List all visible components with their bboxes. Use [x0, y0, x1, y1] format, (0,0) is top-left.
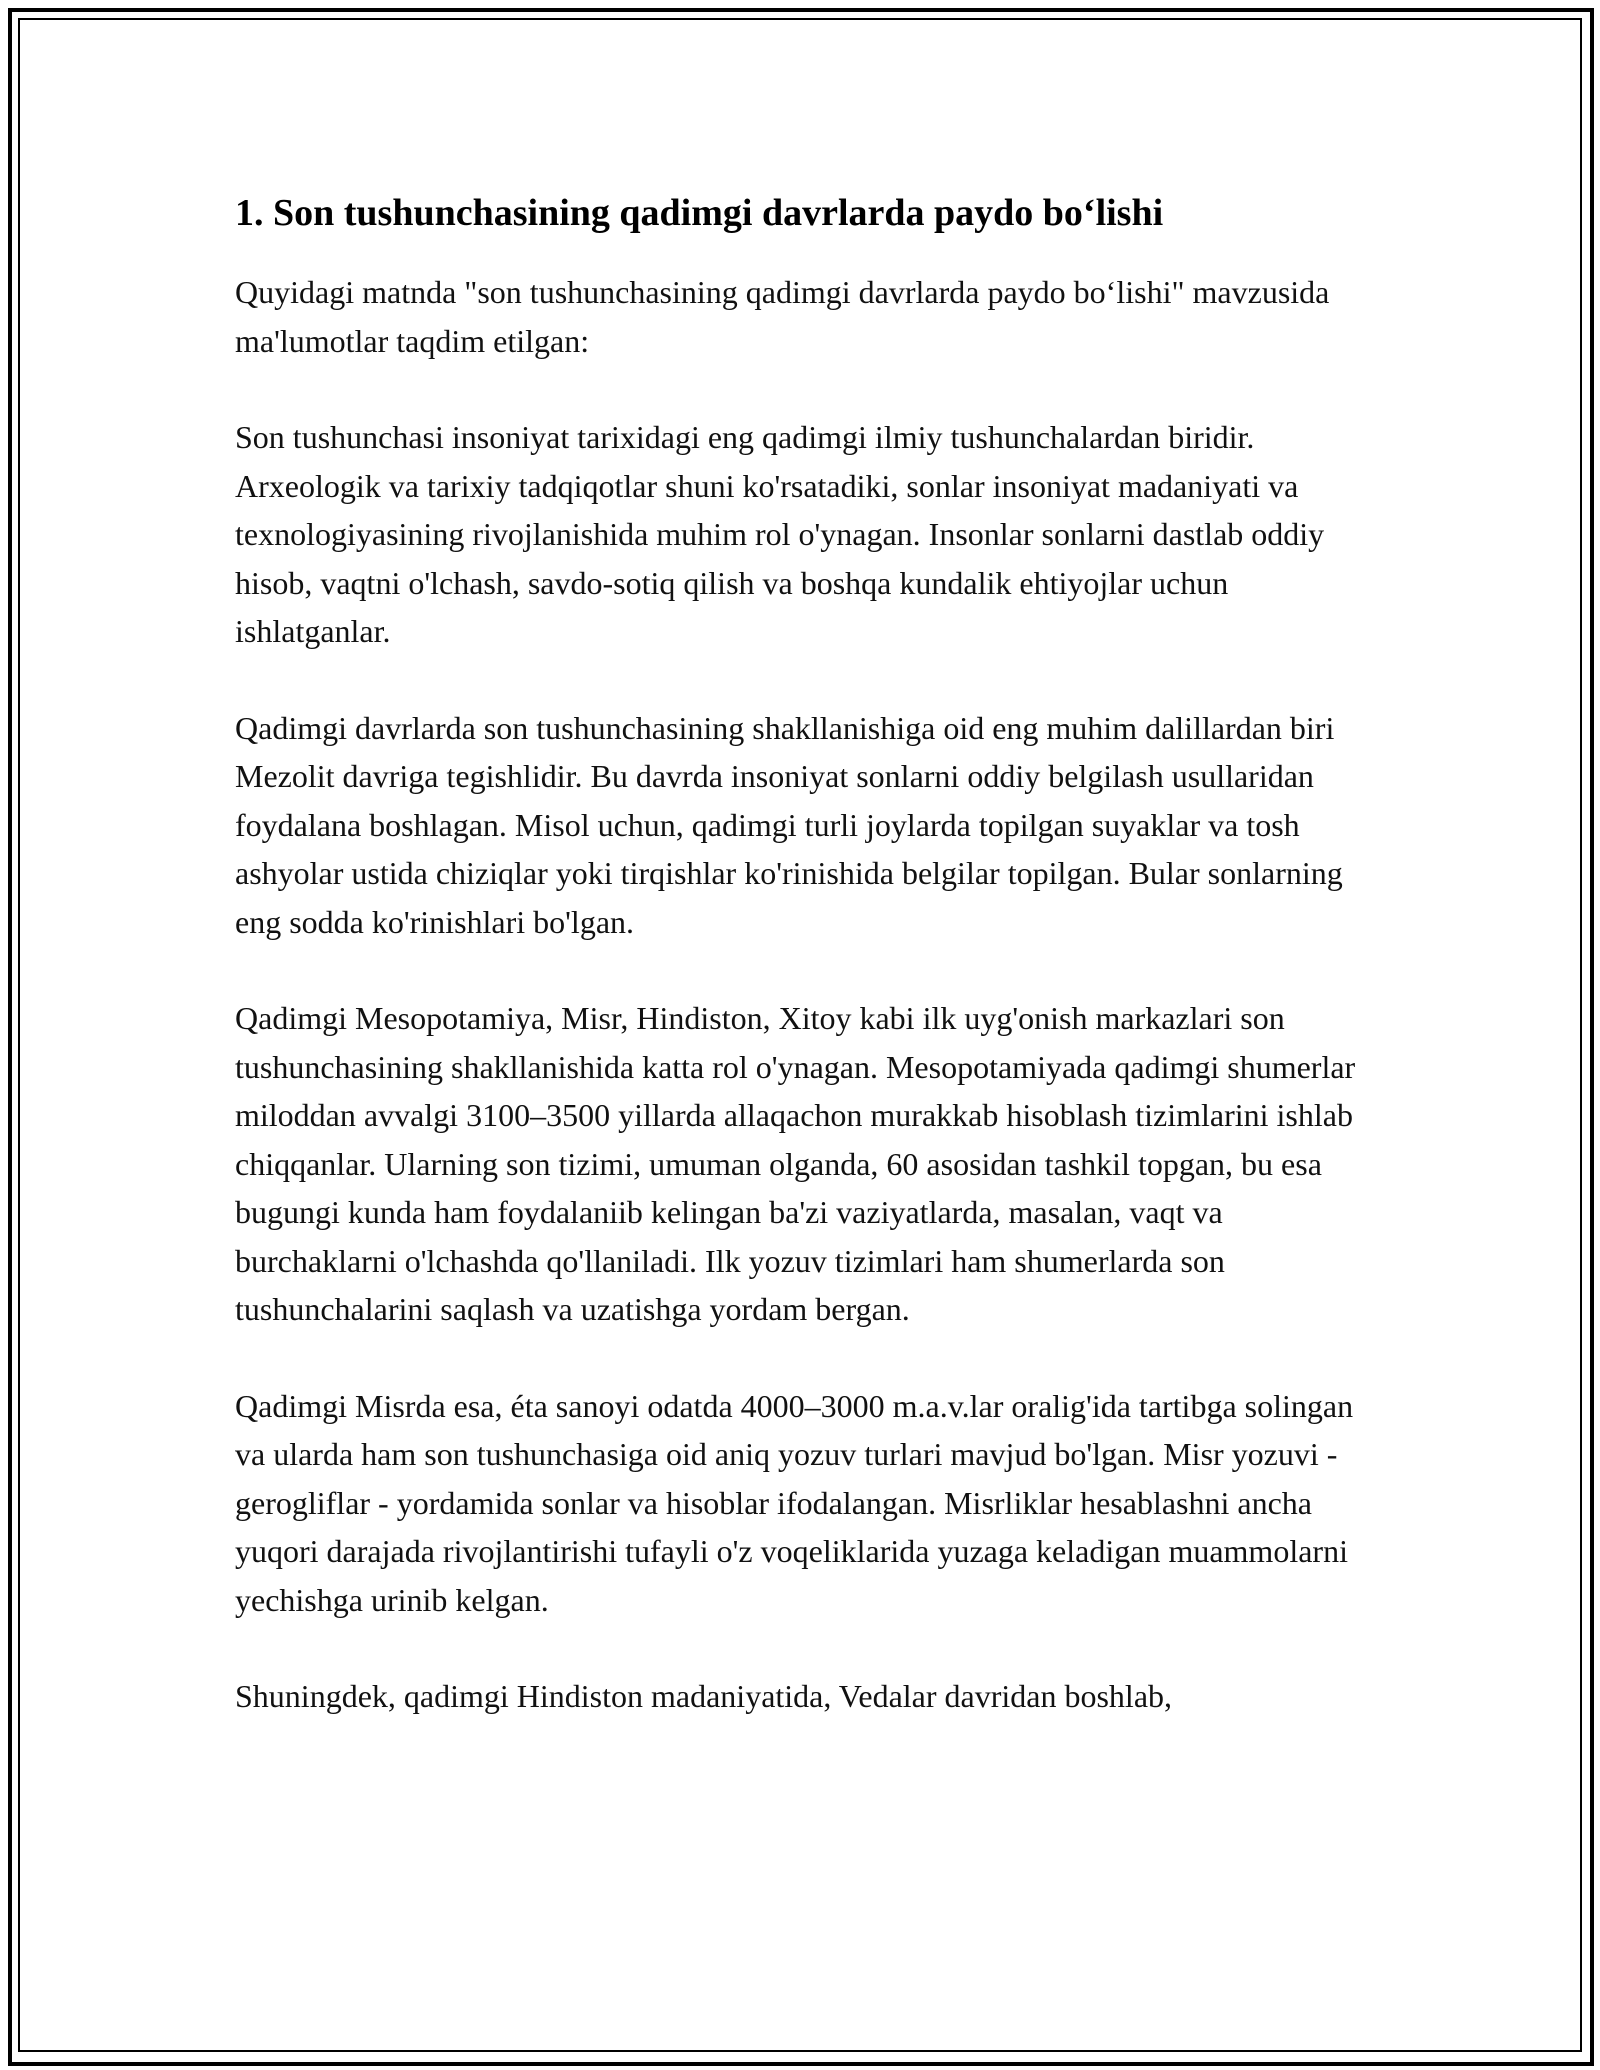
intro-paragraph: Quyidagi matnda "son tushunchasining qadimgi davrlarda paydo bo‘lishi" mavzusida ma'lumotlar taqdim etilgan:	[235, 274, 1330, 359]
document-body	[235, 188, 1375, 1769]
paragraph-india: Shuningdek, qadimgi Hindiston madaniyatida, Vedalar davridan boshlab,	[235, 1678, 1173, 1714]
paragraph-concept-origin: Son tushunchasi insoniyat tarixidagi eng qadimgi ilmiy tushunchalardan biridir. Arxeologik va tarixiy tadqiqotlar shuni ko'rsatadiki, sonlar insoniyat madaniyati va texnologiyasining rivojlanishida muhim rol o'ynagan. Insonlar sonlarni dastlab oddiy hisob, vaqtni o'lchash, savdo-sotiq qilish va boshqa kundalik ehtiyojlar uchun ishlatganlar.	[235, 419, 1325, 649]
section-heading: 1. Son tushunchasining qadimgi davrlarda paydo bo‘lishi	[235, 192, 1164, 234]
paragraph-mesolithic: Qadimgi davrlarda son tushunchasining shakllanishiga oid eng muhim dalillardan biri Mezolit davriga tegishlidir. Bu davrda insoniyat sonlarni oddiy belgilash usullaridan foydalana boshlagan. Misol uchun, qadimgi turli joylarda topilgan suyaklar va tosh ashyolar ustida chiziqlar yoki tirqishlar ko'rinishida belgilar topilgan. Bular sonlarning eng sodda ko'rinishlari bo'lgan.	[235, 709, 1343, 940]
paragraph-mesopotamia: Qadimgi Mesopotamiya, Misr, Hindiston, Xitoy kabi ilk uyg'onish markazlari son tushunchasining shakllanishida katta rol o'ynagan. Mesopotamiyada qadimgi shumerlar miloddan avvalgi 3100–3500 yillarda allaqachon murakkab hisoblash tizimlarini ishlab chiqqanlar. Ularning son tizimi, umuman olganda, 60 asosidan tashkil topgan, bu esa bugungi kunda ham foydalaniib kelingan ba'zi vaziyatlarda, masalan, vaqt va burchaklarni o'lchashda qo'llaniladi. Ilk yozuv tizimlari ham shumerlarda son tushunchalarini saqlash va uzatishga yordam bergan.	[235, 1000, 1356, 1327]
paragraph-egypt: Qadimgi Misrda esa, éta sanoyi odatda 4000–3000 m.a.v.lar oralig'ida tartibga solingan va ularda ham son tushunchasiga oid aniq yozuv turlari mavjud bo'lgan. Misr yozuvi - gerogliflar - yordamida sonlar va hisoblar ifodalangan. Misrliklar hesablashni ancha yuqori darajada rivojlantirishi tufayli o'z voqeliklarida yuzaga keladigan muammolarni yechishga urinib kelgan.	[235, 1387, 1354, 1618]
